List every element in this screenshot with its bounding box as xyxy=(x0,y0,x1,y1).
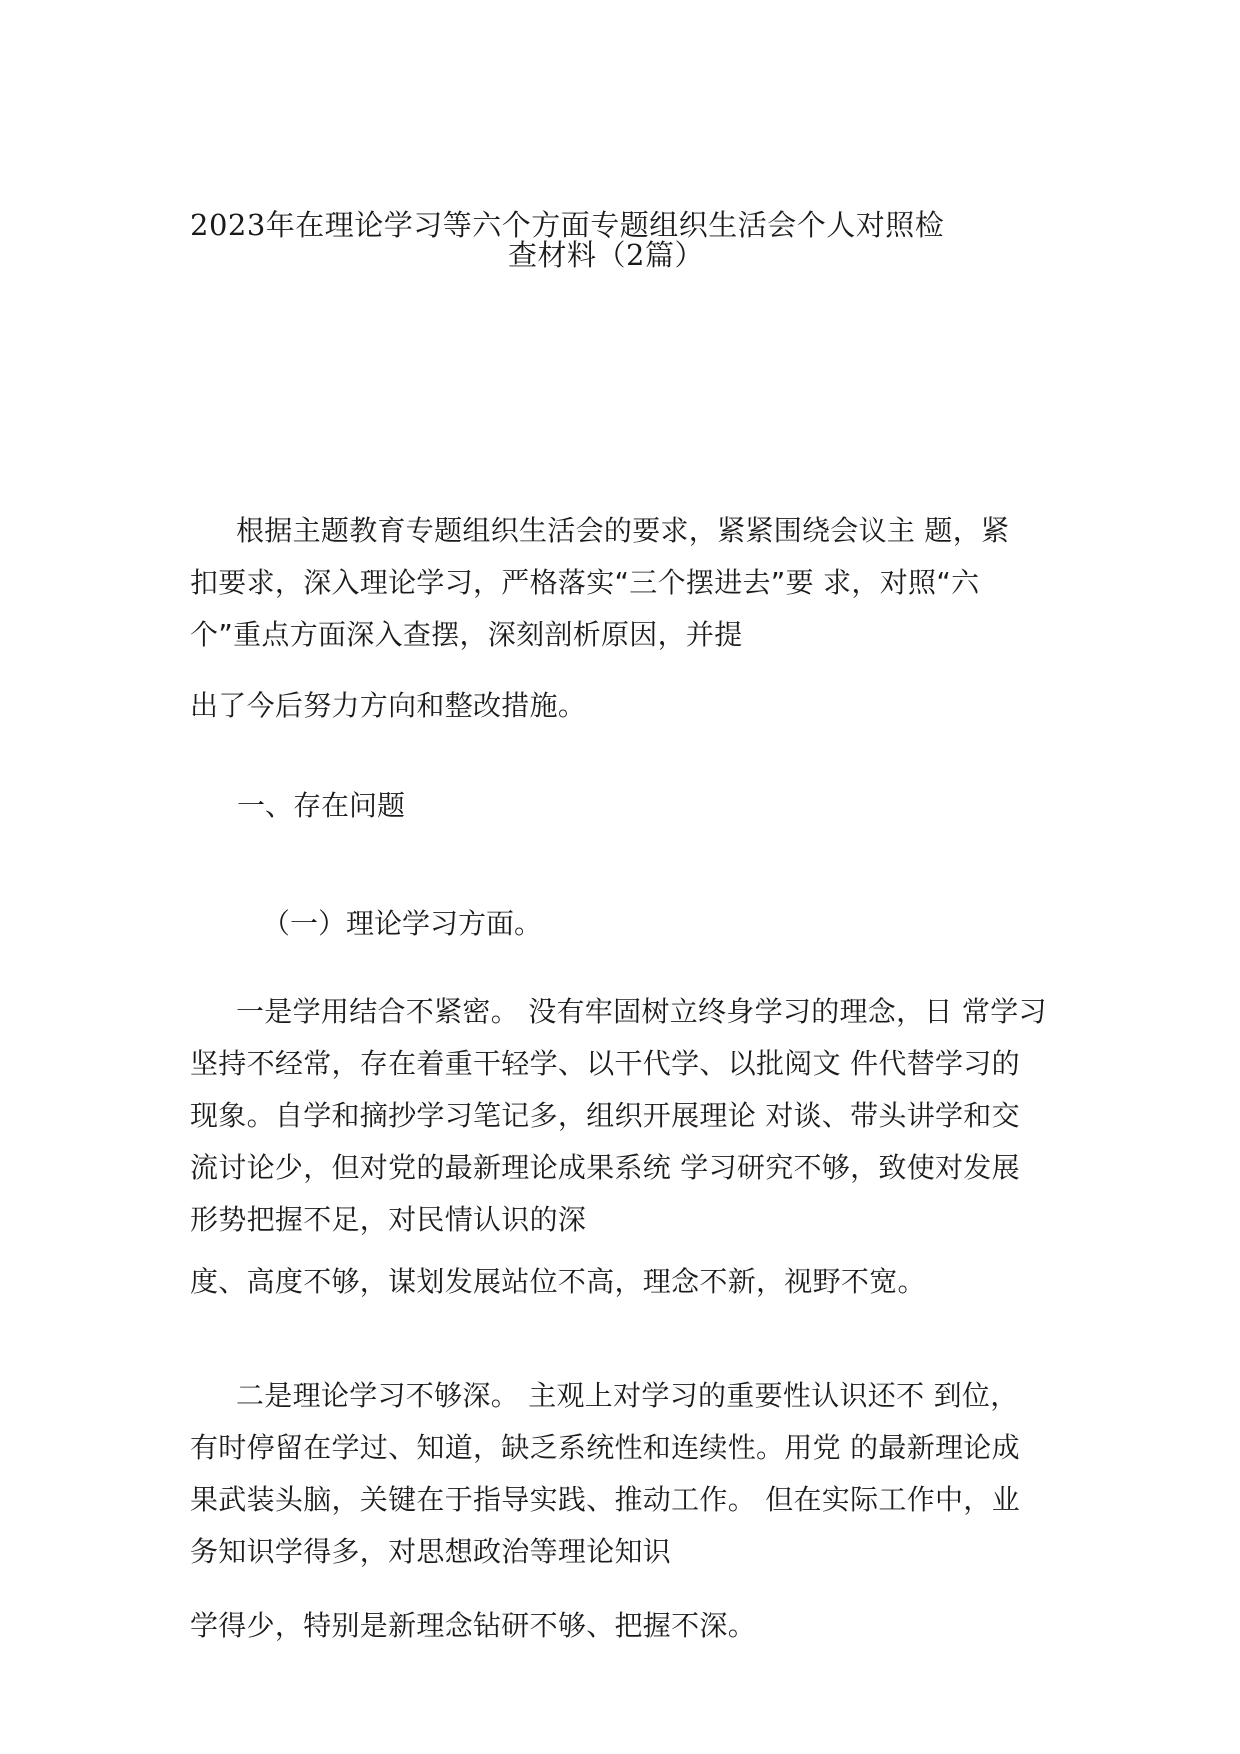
intro-continuation: 出了今后努力方向和整改措施。 xyxy=(190,689,587,722)
section-heading: 一、存在问题 xyxy=(237,789,406,822)
item1-line-5: 形势把握不足，对民情认识的深 xyxy=(190,1203,587,1236)
item2-line-1: 二是理论学习不够深。 主观上对学习的重要性认识还不 到位， xyxy=(236,1379,1019,1412)
item1-line-3: 现象。自学和摘抄学习笔记多，组织开展理论 对谈、带头讲学和交 xyxy=(190,1099,1020,1132)
document-title-line-1: 2023年在理论学习等六个方面专题组织生活会个人对照检 xyxy=(190,208,945,242)
item2-continuation: 学得少，特别是新理念钻研不够、把握不深。 xyxy=(190,1609,757,1642)
intro-paragraph xyxy=(190,505,1070,661)
item1-line-1: 一是学用结合不紧密。 没有牢固树立终身学习的理念，日 常学习 xyxy=(236,995,1047,1028)
item1-line-2: 坚持不经常，存在着重干轻学、以干代学、以批阅文 件代替学习的 xyxy=(190,1047,1020,1080)
subsection-heading: （一）理论学习方面。 xyxy=(262,907,543,940)
intro-line-2: 扣要求，深入理论学习，严格落实“三个摆进去”要 求，对照“六 xyxy=(190,566,980,599)
intro-line-3: 个”重点方面深入查摆，深刻剖析原因，并提 xyxy=(190,618,743,651)
item2-paragraph xyxy=(190,1370,1070,1578)
item2-line-4: 务知识学得多，对思想政治等理论知识 xyxy=(190,1535,672,1568)
document-title-line-2: 查材料（2篇） xyxy=(508,238,704,272)
item1-continuation: 度、高度不够，谋划发展站位不高，理念不新，视野不宽。 xyxy=(190,1265,926,1298)
intro-line-1: 根据主题教育专题组织生活会的要求，紧紧围绕会议主 题，紧 xyxy=(236,514,1010,547)
item2-line-2: 有时停留在学过、知道，缺乏系统性和连续性。用党 的最新理论成 xyxy=(190,1431,1020,1464)
item1-paragraph xyxy=(190,986,1070,1246)
item2-line-3: 果武装头脑，关键在于指导实践、推动工作。 但在实际工作中，业 xyxy=(190,1483,1020,1516)
item1-line-4: 流讨论少，但对党的最新理论成果系统 学习研究不够，致使对发展 xyxy=(190,1151,1020,1184)
